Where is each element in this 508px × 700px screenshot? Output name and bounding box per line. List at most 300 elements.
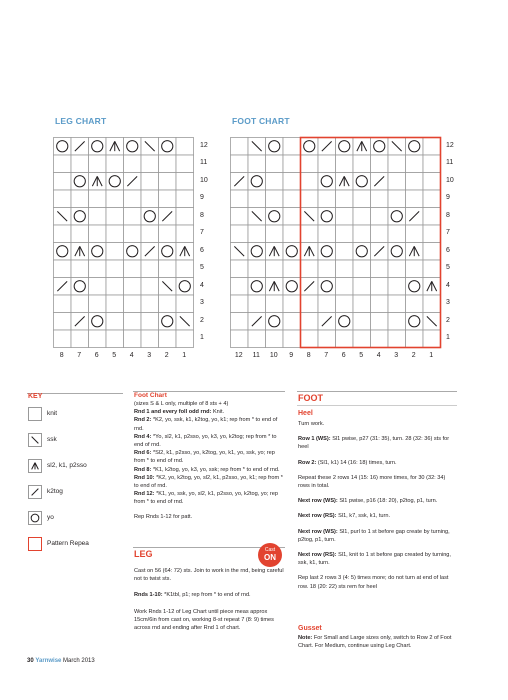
foot-subrule: [297, 405, 457, 406]
key-label: yo: [47, 514, 54, 521]
chart-cell: [89, 295, 107, 313]
key-swatch-yo: [28, 511, 42, 525]
instruction-text: Cast on 56 (64: 72) sts. Join to work in the rnd, being careful not to twist sts.: [134, 568, 284, 583]
chart-cell: [283, 330, 301, 348]
chart-cell: [248, 278, 266, 296]
chart-cell: [106, 295, 124, 313]
chart-cell: [266, 313, 284, 331]
page-number: 30: [27, 658, 34, 664]
chart-cell: [283, 138, 301, 156]
chart-cell: [406, 190, 424, 208]
chart-cell: [124, 208, 142, 226]
chart-cell: [353, 155, 371, 173]
chart-cell: [301, 295, 319, 313]
instruction-label: Rnd 10:: [134, 474, 155, 481]
instruction-text: (Sl1, k1) 14 (16: 18) times, turn.: [316, 459, 397, 466]
instruction-text: Turn work.: [298, 421, 325, 427]
chart-cell: [176, 208, 194, 226]
chart-cell: [301, 260, 319, 278]
chart-cell: [124, 278, 142, 296]
chart-cell: [176, 278, 194, 296]
chart-cell: [89, 155, 107, 173]
foot-chart-grid: [230, 137, 442, 349]
chart-cell: [124, 330, 142, 348]
chart-cell: [54, 260, 72, 278]
chart-cell: [301, 138, 319, 156]
instruction-paragraph: [134, 449, 284, 465]
row-label: 4: [200, 281, 204, 289]
instruction-paragraph: [298, 420, 458, 428]
chart-cell: [124, 243, 142, 261]
row-label: 5: [446, 264, 450, 272]
chart-cell: [353, 260, 371, 278]
heel-heading: Heel: [298, 410, 313, 417]
row-label: 11: [200, 159, 208, 167]
chart-cell: [266, 173, 284, 191]
chart-cell: [54, 243, 72, 261]
chart-cell: [353, 313, 371, 331]
column-label: 8: [59, 352, 64, 359]
instruction-paragraph: [134, 608, 286, 633]
chart-cell: [124, 260, 142, 278]
chart-cell: [406, 173, 424, 191]
key-swatch-repeat: [28, 537, 42, 551]
foot-chart-lines: [134, 400, 284, 521]
chart-cell: [141, 260, 159, 278]
foot-chart-title: FOOT CHART: [232, 116, 290, 126]
chart-cell: [336, 225, 354, 243]
chart-cell: [248, 155, 266, 173]
chart-cell: [141, 173, 159, 191]
issue-date: March 2013: [63, 658, 95, 664]
chart-cell: [388, 155, 406, 173]
foot-chart-heading: Foot Chart: [134, 392, 167, 399]
chart-cell: [231, 330, 249, 348]
instruction-paragraph: [134, 513, 284, 521]
chart-cell: [388, 330, 406, 348]
chart-cell: [318, 330, 336, 348]
chart-cell: [54, 225, 72, 243]
instruction-text: Knit.: [211, 409, 225, 416]
chart-cell: [176, 190, 194, 208]
key-swatch-ssk: [28, 433, 42, 447]
chart-cell: [71, 190, 89, 208]
row-label: 8: [200, 211, 204, 219]
chart-cell: [423, 225, 441, 243]
instruction-label: Row 1 (WS):: [298, 436, 331, 443]
chart-cell: [353, 330, 371, 348]
chart-cell: [159, 313, 177, 331]
chart-cell: [106, 330, 124, 348]
instruction-text: *Yo, sl2, k1, p2sso, yo, k3, yo, k2tog; rep from * to end of rnd.: [134, 433, 277, 449]
instruction-paragraph: [298, 497, 458, 505]
column-label: 7: [324, 352, 329, 359]
leg-chart-grid: [53, 137, 195, 349]
chart-cell: [301, 330, 319, 348]
chart-cell: [248, 330, 266, 348]
instruction-text: Sl1 pwise, p16 (18: 20), p2tog, p1, turn.: [337, 498, 438, 505]
chart-cell: [248, 260, 266, 278]
chart-cell: [301, 173, 319, 191]
foot-rule: [297, 391, 457, 392]
instruction-text: Repeat these 2 rows 14 (15: 16) more times, for 30 (32: 34) rows in total.: [298, 474, 446, 490]
chart-cell: [54, 330, 72, 348]
chart-cell: [54, 173, 72, 191]
instruction-text: Sl1, purl to 1 st before gap create by turning, p2tog, p1, turn.: [298, 528, 450, 543]
chart-cell: [336, 190, 354, 208]
chart-cell: [141, 295, 159, 313]
row-label: 5: [200, 264, 204, 272]
chart-cell: [176, 155, 194, 173]
chart-cell: [266, 208, 284, 226]
chart-cell: [141, 208, 159, 226]
instruction-label: Rnd 12:: [134, 491, 155, 498]
instruction-paragraph: [134, 408, 284, 416]
column-label: 4: [129, 352, 134, 359]
chart-cell: [231, 295, 249, 313]
chart-cell: [89, 260, 107, 278]
instruction-text: Sl1, k7, ssk, k1, turn.: [336, 513, 391, 520]
chart-cell: [301, 225, 319, 243]
chart-cell: [336, 155, 354, 173]
column-label: 2: [411, 352, 416, 359]
chart-cell: [423, 243, 441, 261]
column-label: 9: [289, 352, 294, 359]
chart-cell: [54, 313, 72, 331]
chart-cell: [159, 155, 177, 173]
row-label: 6: [446, 246, 450, 254]
chart-cell: [54, 138, 72, 156]
chart-cell: [406, 260, 424, 278]
instruction-label: Rnd 6:: [134, 450, 152, 457]
chart-cell: [266, 295, 284, 313]
chart-cell: [71, 208, 89, 226]
k2tog-symbol: [32, 489, 39, 496]
instruction-label: Rnd 2:: [134, 417, 152, 424]
instruction-text: *K2, yo, ssk, k1, k2tog, yo, k1; rep from * to end of rnd.: [134, 417, 278, 432]
chart-cell: [176, 138, 194, 156]
instruction-label: Rnds 1-10:: [134, 592, 163, 599]
chart-cell: [406, 225, 424, 243]
chart-cell: [141, 155, 159, 173]
chart-cell: [371, 295, 389, 313]
row-label: 12: [446, 141, 454, 149]
chart-cell: [336, 208, 354, 226]
instruction-paragraph: [298, 512, 458, 520]
chart-cell: [353, 225, 371, 243]
chart-cell: [106, 190, 124, 208]
chart-cell: [176, 295, 194, 313]
chart-cell: [318, 295, 336, 313]
chart-cell: [124, 138, 142, 156]
chart-cell: [371, 138, 389, 156]
chart-cell: [318, 260, 336, 278]
chart-cell: [336, 260, 354, 278]
chart-cell: [124, 190, 142, 208]
chart-cell: [266, 260, 284, 278]
instruction-text: Rep Rnds 1-12 for patt.: [134, 513, 193, 520]
key-label: knit: [47, 410, 58, 417]
row-label: 8: [446, 211, 450, 219]
chart-cell: [336, 278, 354, 296]
chart-cell: [266, 330, 284, 348]
chart-cell: [283, 243, 301, 261]
chart-cell: [353, 295, 371, 313]
row-label: 2: [446, 316, 450, 324]
column-label: 11: [252, 352, 260, 359]
row-label: 7: [446, 229, 450, 237]
chart-cell: [159, 260, 177, 278]
chart-cell: [89, 313, 107, 331]
chart-cell: [318, 208, 336, 226]
chart-cell: [266, 138, 284, 156]
chart-cell: [406, 313, 424, 331]
chart-cell: [266, 225, 284, 243]
chart-cell: [388, 260, 406, 278]
chart-cell: [231, 208, 249, 226]
gusset-instructions: [298, 634, 458, 650]
chart-cell: [283, 225, 301, 243]
instruction-text: Rep last 2 rows 3 (4: 5) times more; do not turn at end of last row. 18 (20: 22) sts rem for heel: [298, 575, 449, 590]
chart-cell: [159, 243, 177, 261]
chart-cell: [353, 243, 371, 261]
chart-cell: [388, 295, 406, 313]
chart-cell: [71, 155, 89, 173]
chart-cell: [141, 225, 159, 243]
chart-cell: [318, 190, 336, 208]
badge-top: Cast: [264, 547, 276, 553]
chart-cell: [159, 138, 177, 156]
instruction-label: Rnd 4:: [134, 433, 152, 440]
chart-cell: [371, 208, 389, 226]
chart-cell: [371, 313, 389, 331]
instruction-text: Sl1, knit to 1 st before gap created by turning, ssk, k1, turn.: [298, 552, 451, 567]
chart-cell: [371, 260, 389, 278]
column-label: 6: [94, 352, 99, 359]
chart-cell: [283, 295, 301, 313]
foot-chart-instructions: [134, 392, 284, 521]
instruction-paragraph: [134, 474, 284, 490]
chart-cell: [388, 225, 406, 243]
key-label: ssk: [47, 436, 57, 443]
instruction-paragraph: [134, 490, 284, 506]
chart-cell: [176, 330, 194, 348]
instruction-paragraph: [298, 459, 458, 467]
key-swatch-sl2k1p2sso: [28, 459, 42, 473]
chart-cell: [353, 173, 371, 191]
chart-cell: [318, 243, 336, 261]
instruction-text: *K1, k2tog, yo, k3, yo, ssk; rep from * to end of rnd.: [151, 466, 280, 473]
chart-cell: [89, 278, 107, 296]
chart-cell: [231, 313, 249, 331]
leg-instructions: [134, 567, 286, 640]
chart-cell: [71, 225, 89, 243]
chart-cell: [336, 313, 354, 331]
instruction-paragraph: [298, 574, 458, 590]
key-label: Pattern Repea: [47, 540, 89, 547]
chart-cell: [353, 190, 371, 208]
chart-cell: [266, 155, 284, 173]
column-label: 5: [359, 352, 364, 359]
row-label: 9: [200, 194, 204, 202]
instruction-paragraph: [298, 634, 458, 650]
instruction-text: *K2, yo, k2tog, yo, sl2, k1, p2sso, yo, k1; rep from * to end of rnd.: [134, 474, 283, 490]
instruction-paragraph: [134, 433, 284, 449]
chart-cell: [71, 295, 89, 313]
magazine-name: Yarnwise: [35, 658, 62, 664]
leg-chart-title: LEG CHART: [55, 116, 107, 126]
column-label: 3: [394, 352, 399, 359]
chart-cell: [406, 295, 424, 313]
column-label: 3: [147, 352, 152, 359]
chart-cell: [283, 208, 301, 226]
chart-cell: [318, 155, 336, 173]
chart-cell: [283, 278, 301, 296]
instruction-text: For Small and Large sizes only, switch to Row 2 of Foot Chart. For Medium, continue using Leg Chart.: [298, 635, 452, 650]
chart-cell: [124, 313, 142, 331]
instruction-paragraph: [134, 466, 284, 474]
instruction-paragraph: [298, 551, 458, 567]
row-label: 7: [200, 229, 204, 237]
chart-cell: [423, 208, 441, 226]
chart-cell: [318, 173, 336, 191]
chart-cell: [231, 278, 249, 296]
row-label: 10: [200, 176, 208, 184]
chart-cell: [336, 138, 354, 156]
chart-cell: [159, 173, 177, 191]
instruction-label: Next row (WS):: [298, 498, 338, 505]
instruction-label: Next row (RS):: [298, 552, 337, 559]
cast-on-badge: [258, 543, 282, 567]
chart-cell: [248, 225, 266, 243]
chart-cell: [371, 330, 389, 348]
instruction-paragraph: [134, 400, 284, 408]
column-label: 1: [429, 352, 434, 359]
chart-cell: [248, 295, 266, 313]
page-footer: [27, 658, 95, 664]
row-label: 1: [200, 334, 204, 342]
instruction-label: Note:: [298, 635, 313, 641]
chart-cell: [423, 138, 441, 156]
chart-cell: [336, 295, 354, 313]
chart-cell: [266, 190, 284, 208]
chart-cell: [283, 190, 301, 208]
chart-cell: [423, 330, 441, 348]
instruction-label: Rnd 8:: [134, 466, 152, 473]
chart-cell: [89, 190, 107, 208]
chart-cell: [388, 208, 406, 226]
chart-cell: [54, 295, 72, 313]
chart-cell: [106, 313, 124, 331]
chart-cell: [124, 155, 142, 173]
chart-cell: [141, 330, 159, 348]
chart-cell: [388, 278, 406, 296]
row-label: 9: [446, 194, 450, 202]
instruction-text: *K1tbl, p1; rep from * to end of rnd.: [162, 592, 251, 599]
chart-cell: [159, 295, 177, 313]
instruction-text: *Sl2, k1, p2sso, yo, k2tog, yo, k1, yo, ssk, yo; rep from * to end of rnd.: [134, 450, 275, 465]
key-label: sl2, k1, p2sso: [47, 462, 87, 469]
chart-cell: [71, 330, 89, 348]
instruction-paragraph: [134, 416, 284, 432]
yo-symbol: [31, 514, 39, 522]
chart-cell: [388, 243, 406, 261]
instruction-label: Rnd 1 and every foll odd rnd:: [134, 409, 212, 416]
key-title: KEY: [28, 393, 43, 400]
chart-cell: [106, 278, 124, 296]
chart-cell: [318, 225, 336, 243]
chart-cell: [353, 278, 371, 296]
chart-cell: [371, 278, 389, 296]
instruction-label: Row 2:: [298, 459, 317, 466]
key-label: k2tog: [47, 488, 63, 495]
chart-cell: [89, 330, 107, 348]
chart-cell: [318, 278, 336, 296]
instruction-text: (sizes S & L only, multiple of 8 sts + 4): [134, 401, 229, 407]
chart-cell: [176, 225, 194, 243]
chart-cell: [406, 155, 424, 173]
foot-heading: FOOT: [298, 393, 323, 403]
chart-cell: [106, 155, 124, 173]
chart-cell: [231, 155, 249, 173]
chart-cell: [283, 260, 301, 278]
row-label: 11: [446, 159, 454, 167]
heel-instructions: [298, 420, 458, 598]
column-label: 2: [164, 352, 169, 359]
instruction-text: Sl1 pwise, p27 (31: 35), turn. 28 (32: 36) sts for heel: [298, 436, 450, 451]
chart-cell: [423, 190, 441, 208]
row-label: 3: [446, 299, 450, 307]
column-label: 10: [269, 352, 278, 359]
row-label: 4: [446, 281, 450, 289]
chart-cell: [406, 330, 424, 348]
column-label: 4: [376, 352, 381, 359]
chart-cell: [406, 138, 424, 156]
chart-cell: [159, 225, 177, 243]
row-label: 6: [200, 246, 204, 254]
chart-cell: [283, 173, 301, 191]
instruction-paragraph: [298, 474, 458, 490]
row-label: 12: [200, 141, 208, 149]
chart-cell: [406, 278, 424, 296]
ssk-symbol: [32, 437, 39, 444]
instruction-label: Next row (RS):: [298, 513, 337, 520]
key-swatch-k2tog: [28, 485, 42, 499]
column-label: 1: [182, 352, 187, 359]
chart-cell: [301, 190, 319, 208]
chart-cell: [388, 190, 406, 208]
chart-cell: [106, 173, 124, 191]
row-label: 1: [446, 334, 450, 342]
chart-cell: [423, 155, 441, 173]
chart-cell: [423, 260, 441, 278]
chart-cell: [89, 225, 107, 243]
chart-cell: [231, 138, 249, 156]
chart-cell: [71, 173, 89, 191]
leg-heading: LEG: [134, 549, 153, 559]
column-label: 5: [112, 352, 117, 359]
chart-cell: [71, 278, 89, 296]
chart-cell: [371, 155, 389, 173]
chart-cell: [336, 330, 354, 348]
badge-bottom: ON: [264, 553, 276, 562]
chart-cell: [141, 313, 159, 331]
chart-cell: [388, 173, 406, 191]
chart-cell: [301, 313, 319, 331]
chart-cell: [353, 208, 371, 226]
key-swatch-knit: [28, 407, 42, 421]
instruction-label: Next row (WS):: [298, 528, 338, 535]
